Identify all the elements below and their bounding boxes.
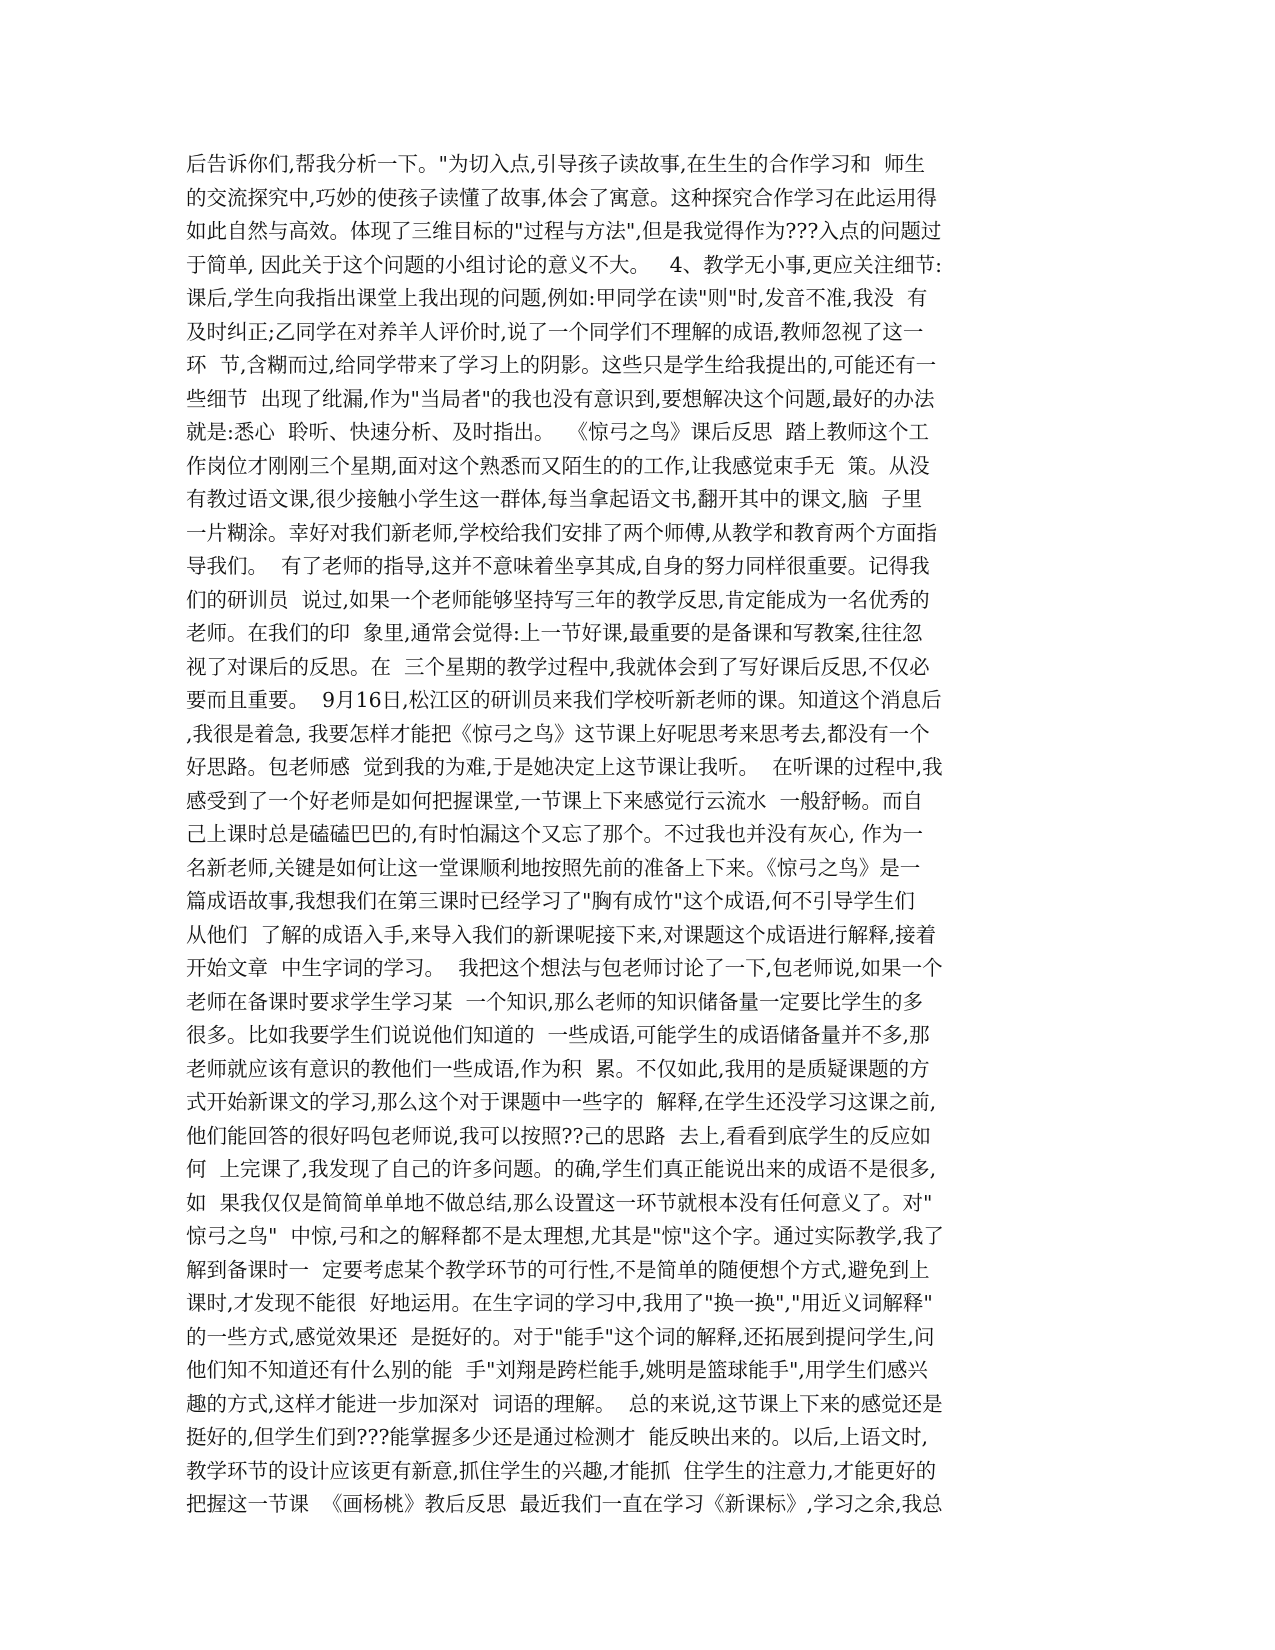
text-line: 课时,才发现不能很 好地运用。在生字词的学习中,我用了"换一换","用近义词解释" xyxy=(186,1291,933,1315)
text-line: 有教过语文课,很少接触小学生这一群体,每当拿起语文书,翻开其中的课文,脑 子里 xyxy=(186,487,923,511)
text-line: 于简单, 因此关于这个问题的小组讨论的意义不大。 4、教学无小事,更应关注细节: xyxy=(186,252,943,277)
text-line: 解到备课时一 定要考虑某个教学环节的可行性,不是简单的随便想个方式,避免到上 xyxy=(186,1257,930,1282)
text-line: 环 节,含糊而过,给同学带来了学习上的阴影。这些只是学生给我提出的,可能还有一 xyxy=(186,353,937,377)
text-line: 作岗位才刚刚三个星期,面对这个熟悉而又陌生的的工作,让我感觉束手无 策。从没 xyxy=(186,453,930,478)
text-line: 及时纠正;乙同学在对养羊人评价时,说了一个同学们不理解的成语,教师忽视了这一 xyxy=(186,319,924,344)
text-line: 们的研训员 说过,如果一个老师能够坚持写三年的教学反思,肯定能成为一名优秀的 xyxy=(186,587,930,612)
text-line: 一片糊涂。幸好对我们新老师,学校给我们安排了两个师傅,从教学和教育两个方面指 xyxy=(186,520,938,545)
text-line: 他们知不知道还有什么别的能 手"刘翔是跨栏能手,姚明是篮球能手",用学生们感兴 xyxy=(186,1358,928,1382)
body-text xyxy=(186,148,1098,1522)
text-line: 开始文章 中生字词的学习。 我把这个想法与包老师讨论了一下,包老师说,如果一个 xyxy=(186,956,943,980)
text-line: 后告诉你们,帮我分析一下。"为切入点,引导孩子读故事,在生生的合作学习和 师生 xyxy=(186,152,926,176)
text-line: 很多。比如我要学生们说说他们知道的 一些成语,可能学生的成语储备量并不多,那 xyxy=(186,1023,930,1047)
text-line: 式开始新课文的学习,那么这个对于课题中一些字的 解释,在学生还没学习这课之前, xyxy=(186,1090,937,1114)
text-line: 老师就应该有意识的教他们一些成语,作为积 累。不仅如此,我用的是质疑课题的方 xyxy=(186,1056,930,1081)
text-line: 课后,学生向我指出课堂上我出现的问题,例如:甲同学在读"则"时,发音不准,我没 有 xyxy=(186,286,928,310)
text-line: 从他们 了解的成语入手,来导入我们的新课呢接下来,对课题这个成语进行解释,接着 xyxy=(186,922,937,947)
text-line: 趣的方式,这样才能进一步加深对 词语的理解。 总的来说,这节课上下来的感觉还是 xyxy=(186,1391,943,1416)
text-line: 的一些方式,感觉效果还 是挺好的。对于"能手"这个词的解释,还拓展到提问学生,问 xyxy=(186,1324,935,1349)
text-line: 的交流探究中,巧妙的使孩子读懂了故事,体会了寓意。这种探究合作学习在此运用得 xyxy=(186,185,938,210)
text-line: 己上课时总是磕磕巴巴的,有时怕漏这个又忘了那个。不过我也并没有灰心, 作为一 xyxy=(186,822,924,846)
text-line: 感受到了一个好老师是如何把握课堂,一节课上下来感觉行云流水 一般舒畅。而自 xyxy=(186,788,924,813)
text-line: 名新老师,关键是如何让这一堂课顺利地按照先前的准备上下来。《惊弓之鸟》是一 xyxy=(186,855,921,880)
text-line: 老师在备课时要求学生学习某 一个知识,那么老师的知识储备量一定要比学生的多 xyxy=(186,989,924,1014)
text-line: 些细节 出现了纰漏,作为"当局者"的我也没有意识到,要想解决这个问题,最好的办法 xyxy=(186,386,935,411)
text-line: ,我很是着急, 我要怎样才能把《惊弓之鸟》这节课上好呢思考来思考去,都没有一个 xyxy=(186,721,930,746)
text-line: 篇成语故事,我想我们在第三课时已经学习了"胸有成竹"这个成语,何不引导学生们 xyxy=(186,889,915,913)
text-line: 如 果我仅仅是简简单单地不做总结,那么设置这一环节就根本没有任何意义了。对" xyxy=(186,1190,933,1215)
text-line: 挺好的,但学生们到???能掌握多少还是通过检测才 能反映出来的。以后,上语文时, xyxy=(186,1425,929,1449)
text-line: 惊弓之鸟" 中惊,弓和之的解释都不是太理想,尤其是"惊"这个字。通过实际教学,我了 xyxy=(186,1224,944,1248)
text-line: 教学环节的设计应该更有新意,抓住学生的兴趣,才能抓 住学生的注意力,才能更好的 xyxy=(186,1458,937,1483)
text-line: 他们能回答的很好吗包老师说,我可以按照??己的思路 去上,看看到底学生的反应如 xyxy=(186,1123,932,1148)
text-line: 导我们。 有了老师的指导,这并不意味着坐享其成,自身的努力同样很重要。记得我 xyxy=(186,554,930,578)
text-line: 如此自然与高效。体现了三维目标的"过程与方法",但是我觉得作为???入点的问题过 xyxy=(186,219,942,243)
text-line: 好思路。包老师感 觉到我的为难,于是她决定上这节课让我听。 在听课的过程中,我 xyxy=(186,755,943,779)
text-line: 何 上完课了,我发现了自己的许多问题。的确,学生们真正能说出来的成语不是很多, xyxy=(186,1157,937,1181)
text-line: 就是:悉心 聆听、快速分析、及时指出。 《惊弓之鸟》课后反思 踏上教师这个工 xyxy=(186,420,930,444)
text-line: 老师。在我们的印 象里,通常会觉得:上一节好课,最重要的是备课和写教案,往往忽 xyxy=(186,621,923,645)
text-line: 视了对课后的反思。在 三个星期的教学过程中,我就体会到了写好课后反思,不仅必 xyxy=(186,654,930,679)
text-line: 要而且重要。 9月16日,松江区的研训员来我们学校听新老师的课。知道这个消息后 xyxy=(186,688,942,712)
text-line: 把握这一节课 《画杨桃》教后反思 最近我们一直在学习《新课标》,学习之余,我总 xyxy=(186,1492,943,1516)
